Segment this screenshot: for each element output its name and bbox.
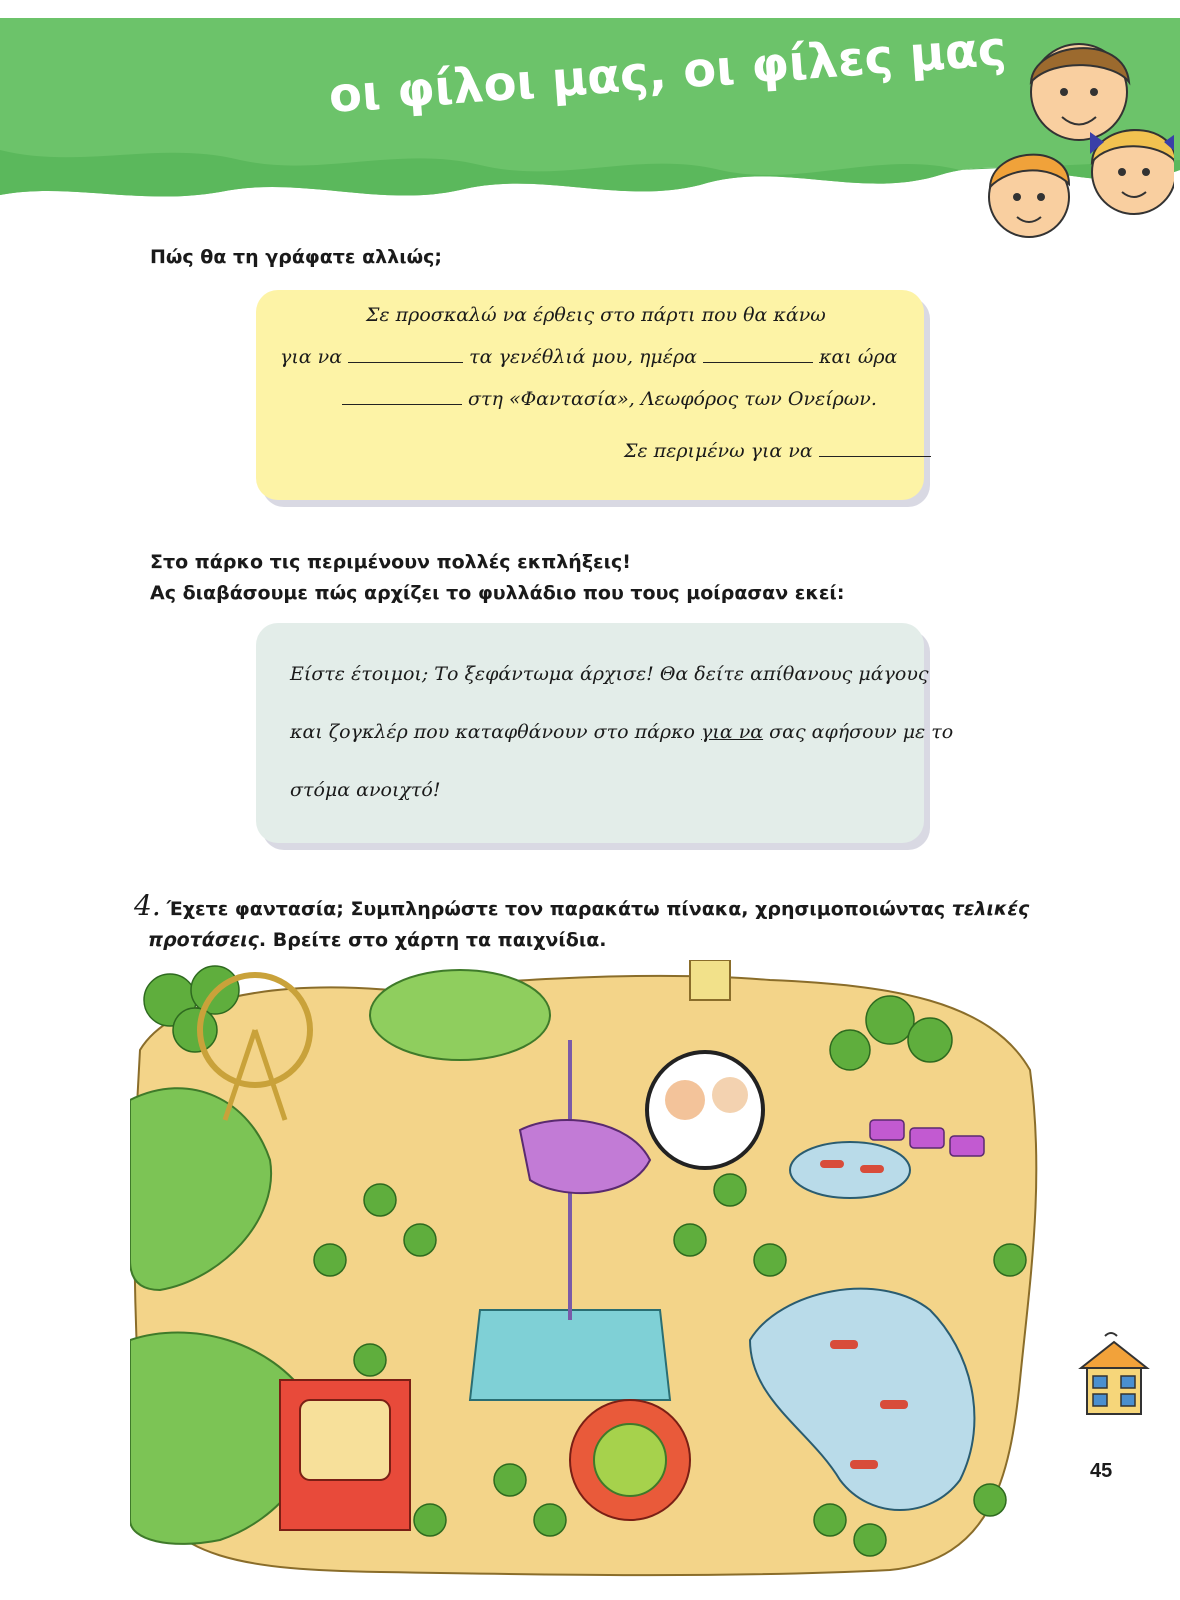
blank-time[interactable] xyxy=(342,403,462,405)
blank-date[interactable] xyxy=(703,361,813,363)
page-title: οι φίλοι μας, οι φίλες μας xyxy=(326,20,1008,124)
intro-line-1: Στο πάρκο τις περιμένουν πολλές εκπλήξεις! xyxy=(150,551,631,573)
task-4: 4. Έχετε φαντασία; Συμπληρώστε τον παρακάτω πίνακα, χρησιμοποιώντας τελικές προτάσεις. Βρείτε στο χάρτη τα παιχνίδια. xyxy=(134,889,1030,951)
intro-text xyxy=(150,547,844,609)
invitation-line-3: στη «Φαντασία», Λεωφόρος των Ονείρων. xyxy=(342,388,877,410)
blank-purpose-2[interactable] xyxy=(819,455,931,457)
question-rewrite: Πώς θα τη γράφατε αλλιώς; xyxy=(150,246,442,268)
home-icon xyxy=(1075,1330,1153,1418)
invitation-card xyxy=(256,290,924,500)
blank-purpose-1[interactable] xyxy=(348,361,463,363)
leaflet-line-1: Είστε έτοιμοι; Το ξεφάντωμα άρχισε! Θα δείτε απίθανους μάγους xyxy=(290,663,929,685)
underlined-phrase: για να xyxy=(701,721,764,743)
invitation-line-4: Σε περιμένω για να xyxy=(624,440,931,462)
leaflet-line-2: και ζογκλέρ που καταφθάνουν στο πάρκο για να σας αφήσουν με το xyxy=(290,721,954,743)
park-map-illustration xyxy=(130,960,1050,1580)
task-number: 4. xyxy=(134,889,161,922)
leaflet-card xyxy=(256,623,954,843)
page-number: 45 xyxy=(1090,1460,1113,1482)
kids-faces-illustration xyxy=(984,22,1174,252)
invitation-line-1: Σε προσκαλώ να έρθεις στο πάρτι που θα κάνω xyxy=(366,304,826,326)
leaflet-line-3: στόμα ανοιχτό! xyxy=(290,779,441,801)
invitation-line-2: για να τα γενέθλιά μου, ημέρα και ώρα xyxy=(280,346,898,368)
intro-line-2: Ας διαβάσουμε πώς αρχίζει το φυλλάδιο που τους μοίρασαν εκεί: xyxy=(150,582,845,604)
